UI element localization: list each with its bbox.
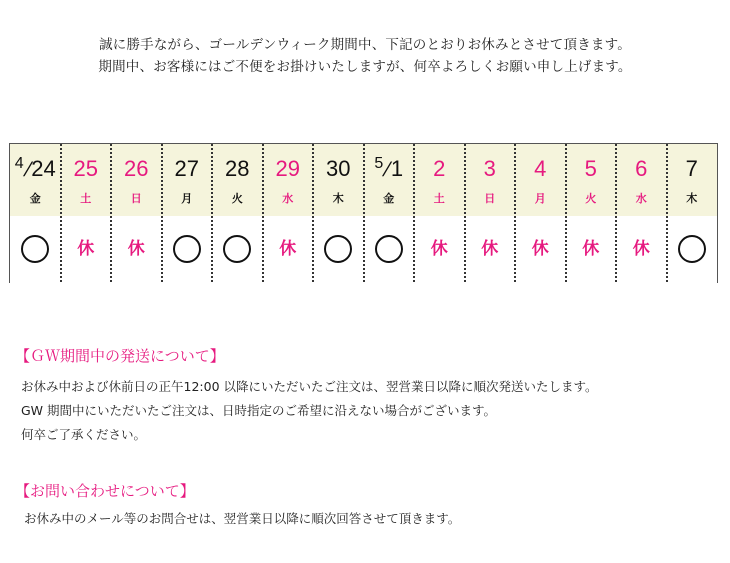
calendar-day-number: 2: [433, 156, 446, 181]
calendar-date: [667, 156, 718, 182]
calendar-day-column: [667, 144, 718, 282]
closed-label: 休: [582, 239, 600, 259]
calendar-status: [616, 232, 667, 266]
column-divider: [514, 144, 516, 282]
calendar-day-column: [162, 144, 213, 282]
intro-line: 誠に勝手ながら、ゴールデンウィーク期間中、下記のとおりお休みとさせて頂きます。: [99, 37, 631, 53]
calendar-day-column: [465, 144, 516, 282]
calendar-weekday: 金: [383, 192, 395, 205]
calendar-weekday: 日: [130, 192, 142, 205]
closed-label: 休: [430, 239, 448, 259]
calendar-status: [364, 232, 415, 266]
calendar-day-number: 1: [390, 156, 404, 181]
inquiry-section-title: 【お問い合わせについて】: [15, 482, 195, 500]
column-divider: [211, 144, 213, 282]
calendar-day-column: [61, 144, 112, 282]
calendar-date: [465, 156, 516, 182]
calendar-day-number: 28: [225, 156, 250, 181]
calendar-date: [313, 156, 364, 182]
calendar-month: 4: [14, 155, 24, 172]
calendar-day-column: [212, 144, 263, 282]
calendar-day-column: [263, 144, 314, 282]
calendar-day-number: 26: [124, 156, 149, 181]
calendar-day-number: 7: [685, 156, 698, 181]
column-divider: [413, 144, 415, 282]
calendar-day-number: 30: [326, 156, 351, 181]
calendar-weekday: 木: [332, 192, 344, 205]
calendar-status: [566, 232, 617, 266]
column-divider: [464, 144, 466, 282]
calendar-status: [61, 232, 112, 266]
calendar-status: [111, 232, 162, 266]
calendar-status: [263, 232, 314, 266]
calendar-date: [364, 156, 415, 185]
calendar-date: [566, 156, 617, 182]
calendar-weekday: 土: [433, 192, 445, 205]
calendar-day-column: [515, 144, 566, 282]
closed-label: 休: [127, 239, 145, 259]
calendar-day-column: [10, 144, 61, 282]
column-divider: [262, 144, 264, 282]
open-circle-icon: [324, 235, 352, 263]
calendar-day-number: 29: [275, 156, 300, 181]
calendar-date: [61, 156, 112, 182]
open-circle-icon: [678, 235, 706, 263]
date-slash: /: [380, 159, 394, 181]
calendar-status: [515, 232, 566, 266]
calendar-date: [263, 156, 314, 182]
calendar-day-number: 25: [73, 156, 98, 181]
closed-label: 休: [279, 239, 297, 259]
intro-line: 期間中、お客様にはご不便をお掛けいたしますが、何卒よろしくお願い申し上げます。: [98, 59, 632, 75]
shipping-line: GW 期間中にいただいたご注文は、日時指定のご希望に沿えない場合がございます。: [21, 403, 497, 418]
calendar-weekday: 月: [534, 192, 546, 205]
shipping-section-title: 【ＧＷ期間中の発送について】: [15, 347, 225, 365]
calendar-weekday: 月: [181, 192, 193, 205]
holiday-calendar: [9, 143, 718, 283]
column-divider: [60, 144, 62, 282]
open-circle-icon: [21, 235, 49, 263]
calendar-day-number: 27: [174, 156, 199, 181]
shipping-section-text: [21, 375, 598, 447]
inquiry-section-text: [24, 507, 460, 531]
calendar-day-column: [313, 144, 364, 282]
intro-text: [0, 34, 730, 78]
calendar-month: 5: [374, 155, 384, 172]
calendar-day-number: 24: [31, 156, 56, 181]
column-divider: [615, 144, 617, 282]
open-circle-icon: [375, 235, 403, 263]
calendar-status: [414, 232, 465, 266]
calendar-day-number: 4: [534, 156, 547, 181]
calendar-weekday: 木: [686, 192, 698, 205]
calendar-status: [212, 232, 263, 266]
calendar-day-number: 5: [584, 156, 597, 181]
calendar-date: [212, 156, 263, 182]
calendar-weekday: 火: [231, 192, 243, 205]
closed-label: 休: [632, 239, 650, 259]
calendar-weekday: 金: [29, 192, 41, 205]
calendar-day-column: [414, 144, 465, 282]
column-divider: [565, 144, 567, 282]
calendar-weekday: 日: [484, 192, 496, 205]
calendar-status: [667, 232, 718, 266]
calendar-day-column: [364, 144, 415, 282]
open-circle-icon: [223, 235, 251, 263]
calendar-date: [111, 156, 162, 182]
closed-label: 休: [77, 239, 95, 259]
shipping-line: お休み中および休前日の正午12:00 以降にいただいたご注文は、翌営業日以降に順次発送いたします。: [21, 379, 598, 394]
calendar-day-column: [566, 144, 617, 282]
calendar-date: [515, 156, 566, 182]
column-divider: [312, 144, 314, 282]
calendar-day-number: 3: [483, 156, 496, 181]
column-divider: [363, 144, 365, 282]
shipping-line: 何卒ご了承ください。: [21, 427, 147, 442]
column-divider: [161, 144, 163, 282]
calendar-weekday: 水: [282, 192, 294, 205]
calendar-date: [616, 156, 667, 182]
calendar-weekday: 火: [585, 192, 597, 205]
calendar-status: [162, 232, 213, 266]
closed-label: 休: [481, 239, 499, 259]
calendar-day-column: [616, 144, 667, 282]
calendar-weekday: 土: [80, 192, 92, 205]
calendar-status: [10, 232, 61, 266]
column-divider: [110, 144, 112, 282]
date-slash: /: [21, 159, 34, 181]
calendar-day-column: [111, 144, 162, 282]
inquiry-line: お休み中のメール等のお問合せは、翌営業日以降に順次回答させて頂きます。: [24, 511, 461, 526]
calendar-day-number: 6: [635, 156, 648, 181]
calendar-date: [414, 156, 465, 182]
calendar-status: [465, 232, 516, 266]
calendar-date: [162, 156, 213, 182]
calendar-date: [10, 156, 61, 185]
calendar-status: [313, 232, 364, 266]
column-divider: [666, 144, 668, 282]
open-circle-icon: [173, 235, 201, 263]
closed-label: 休: [531, 239, 549, 259]
calendar-weekday: 水: [635, 192, 647, 205]
